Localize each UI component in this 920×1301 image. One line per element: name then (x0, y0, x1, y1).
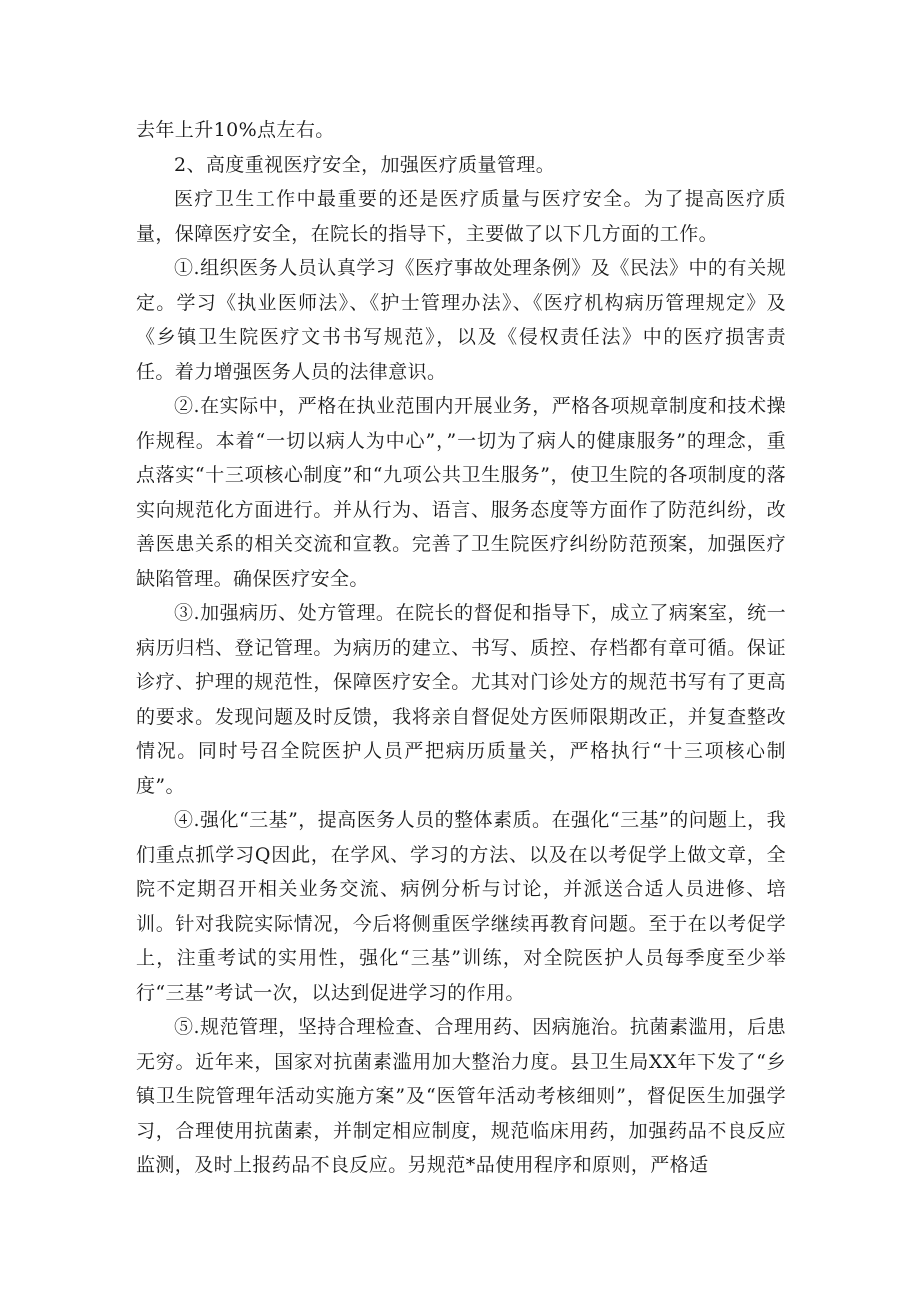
paragraph-intro: 医疗卫生工作中最重要的还是医疗质量与医疗安全。为了提高医疗质量，保障医疗安全，在院长的指导下，主要做了以下几方面的工作。 (136, 188, 786, 245)
paragraph-item-3: ③.加强病历、处方管理。在院长的督促和指导下，成立了病案室，统一病历归档、登记管理。为病历的建立、书写、质控、存档都有章可循。保证诊疗、护理的规范性，保障医疗安全。尤其对门诊处方的规范书写有了更高的要求。发现问题及时反馈，我将亲自督促处方医师限期改正，并复查整改情况。同时号召全院医护人员严把病历质量关，严格执行“十三项核心制度”。 (136, 602, 786, 797)
paragraph-item-2: ②.在实际中，严格在执业范围内开展业务，严格各项规章制度和技术操作规程。本着“一切以病人为中心”，”一切为了病人的健康服务”的理念，重点落实“十三项核心制度”和“九项公共卫生服务”，使卫生院的各项制度的落实向规范化方面进行。并从行为、语言、服务态度等方面作了防范纠纷，改善医患关系的相关交流和宣教。完善了卫生院医疗纠纷防范预案，加强医疗缺陷管理。确保医疗安全。 (136, 395, 786, 590)
paragraph-item-4: ④.强化“三基”，提高医务人员的整体素质。在强化“三基”的问题上，我们重点抓学习Q因此，在学风、学习的方法、以及在以考促学上做文章，全院不定期召开相关业务交流、病例分析与讨论，并派送合适人员进修、培训。针对我院实际情况，今后将侧重医学继续再教育问题。至于在以考促学上，注重考试的实用性，强化“三基”训练，对全院医护人员每季度至少举行“三基”考试一次，以达到促进学习的作用。 (136, 809, 786, 1004)
paragraph-continuation: 去年上升10%点左右。 (136, 119, 335, 141)
section-heading: 2、高度重视医疗安全，加强医疗质量管理。 (174, 153, 556, 176)
paragraph-item-5: ⑤.规范管理，坚持合理检查、合理用药、因病施治。抗菌素滥用，后患无穷。近年来，国家对抗菌素滥用加大整治力度。县卫生局XX年下发了“乡镇卫生院管理年活动实施方案”及“医管年活动考核细则”，督促医生加强学习，合理使用抗菌素，并制定相应制度，规范临床用药，加强药品不良反应监测，及时上报药品不良反应。另规范*品使用程序和原则，严格适 (136, 1016, 786, 1176)
paragraph-item-1: ①.组织医务人员认真学习《医疗事故处理条例》及《民法》中的有关规定。学习《执业医师法》、《护士管理办法》、《医疗机构病历管理规定》及《乡镇卫生院医疗文书书写规范》，以及《侵权责任法》中的医疗损害责任。着力增强医务人员的法律意识。 (136, 257, 786, 383)
document-body (136, 113, 786, 1183)
